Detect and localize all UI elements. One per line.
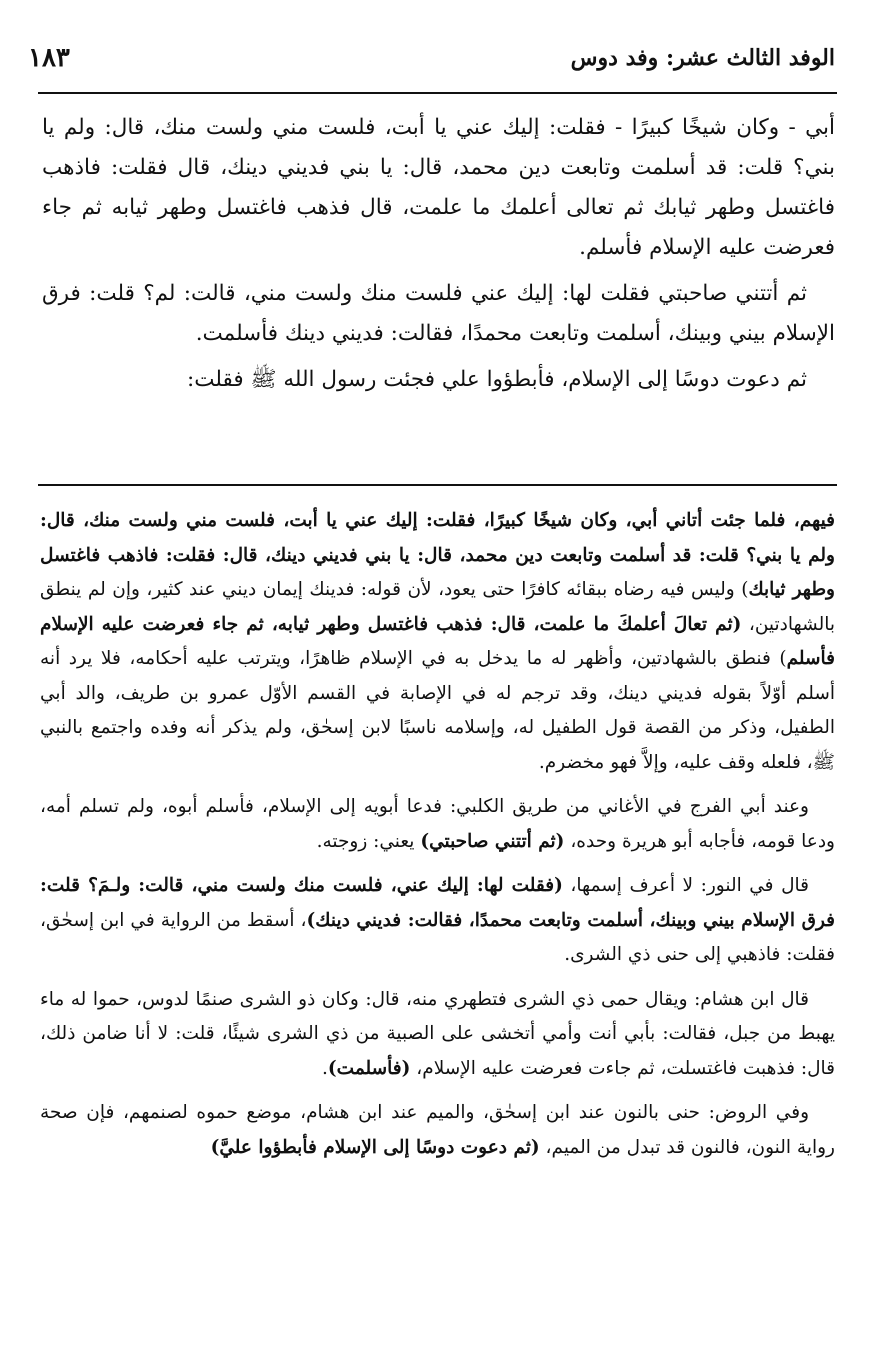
commentary-paragraph [40,983,835,1087]
main-paragraph: ثم أتتني صاحبتي فقلت لها: إليك عني فلست منك ولست مني، قالت: لم؟ قلت: فرق الإسلام بيني وبينك، أسلمت وتابعت محمدًا، فقالت: فديني دينك فأسلمت. [42,281,835,346]
page-header [28,38,835,78]
commentary-paragraph [40,869,835,973]
commentary-text: وعند أبي الفرج في الأغاني من طريق الكلبي: فدعا أبويه إلى الإسلام، فأسلم أبوه، ولم تسلم أمه، ودعا قومه، فأجابه أبو هريرة وحده، [40,796,835,852]
main-paragraph: أبي - وكان شيخًا كبيرًا - فقلت: إليك عني يا أبت، فلست مني ولست منك، قال: ولم يا بني؟ قلت: قد أسلمت وتابعت دين محمد، قال: يا بني فديني دينك، قال فقلت: فاذهب فاغتسل وطهر ثيابك ثم تعالى أعلمك ما علمت، قال فذهب فاغتسل وطهر ثيابه ثم جاء فعرضت عليه الإسلام فأسلم. [42,115,835,260]
commentary-text: قال ابن هشام: ويقال حمى ذي الشرى فتطهري منه، قال: وكان ذو الشرى صنمًا لدوس، حموا له ماء يهبط من جبل، فقالت: بأبي أنت وأمي أتخشى على الصبية من ذي الشرى شيئًا، قلت: لا أنا ضامن ذلك، قال: فذهبت فاغتسلت، ثم جاءت فعرضت عليه الإسلام، [40,988,835,1079]
footnote-rule [38,484,837,486]
commentary-text: يعني: زوجته. [316,830,421,852]
quoted-text: (ثم تعالَ أعلمكَ ما علمت، قال: فذهب فاغتسل وطهر ثيابه، ثم جاء فعرضت عليه الإسلام فأسلم [40,613,835,669]
commentary-text: ، أسقط من الرواية في ابن إسحٰق، فقلت: فاذهبي إلى حنى ذي الشرى. [40,909,835,965]
header-rule [38,92,837,94]
commentary-text: . [322,1057,328,1079]
commentary-text: قال في النور: لا أعرف إسمها، [562,875,809,896]
main-paragraph: ثم دعوت دوسًا إلى الإسلام، فأبطؤوا علي فجئت رسول الله ﷺ فقلت: [187,367,807,392]
main-text [42,108,835,406]
running-title: الوفد الثالث عشر: وفد دوس [570,45,835,71]
commentary [40,504,835,1175]
commentary-paragraph [40,790,835,859]
commentary-text: ) وليس فيه رضاه ببقائه كافرًا حتى يعود، لأن قوله: فدينك إيمان ديني عند كثير، وإن لم ينطق بالشهادتين، [40,579,835,635]
commentary-paragraph [40,504,835,780]
page-number: ١٨٣ [28,43,70,73]
quoted-text: (فقلت لها: إليك عني، فلست منك ولست مني، قالت: ولـمَ؟ قلت: فرق الإسلام بيني وبينك، أسلمت وتابعت محمدًا، فقالت: فديني دينك) [40,875,835,931]
commentary-text: وفي الروض: حنى بالنون عند ابن إسحٰق، والميم عند ابن هشام، موضع حموه لصنمهم، فإن صحة رواية النون، فالنون قد تبدل من الميم، [40,1102,835,1158]
quoted-text: (فأسلمت) [327,1057,411,1079]
commentary-text: ) فنطق بالشهادتين، وأظهر له ما يدخل به في الإسلام ظاهرًا، ويترتب عليه أحكامه، فلا يرد أنه أسلم أوّلاً بقوله فديني دينك، وقد ترجم له في الإصابة في القسم الأوّل عمرو بن طريف، والد أبي الطفيل، وذكر من القصة قول الطفيل له، وإسلامه ناسبًا لابن إسحٰق، ولم يذكر أنه وفده واجتمع بالنبي ﷺ، فلعله وقف عليه، وإلاَّ فهو مخضرم. [40,648,835,773]
quoted-text: (ثم دعوت دوسًا إلى الإسلام فأبطؤوا عليَّ) [210,1136,540,1158]
quoted-text: فيهم، فلما جئت أتاني أبي، وكان شيخًا كبيرًا، فقلت: إليك عني يا أبت، فلست مني ولست منك، قال: ولم يا بني؟ قلت: قد أسلمت وتابعت دين محمد، قال: يا بني فديني دينك، قال: فقلت: فاذهب فاغتسل وطهر ثيابك [40,510,835,600]
commentary-paragraph [40,1096,835,1165]
quoted-text: (ثم أتتني صاحبتي) [420,830,565,852]
